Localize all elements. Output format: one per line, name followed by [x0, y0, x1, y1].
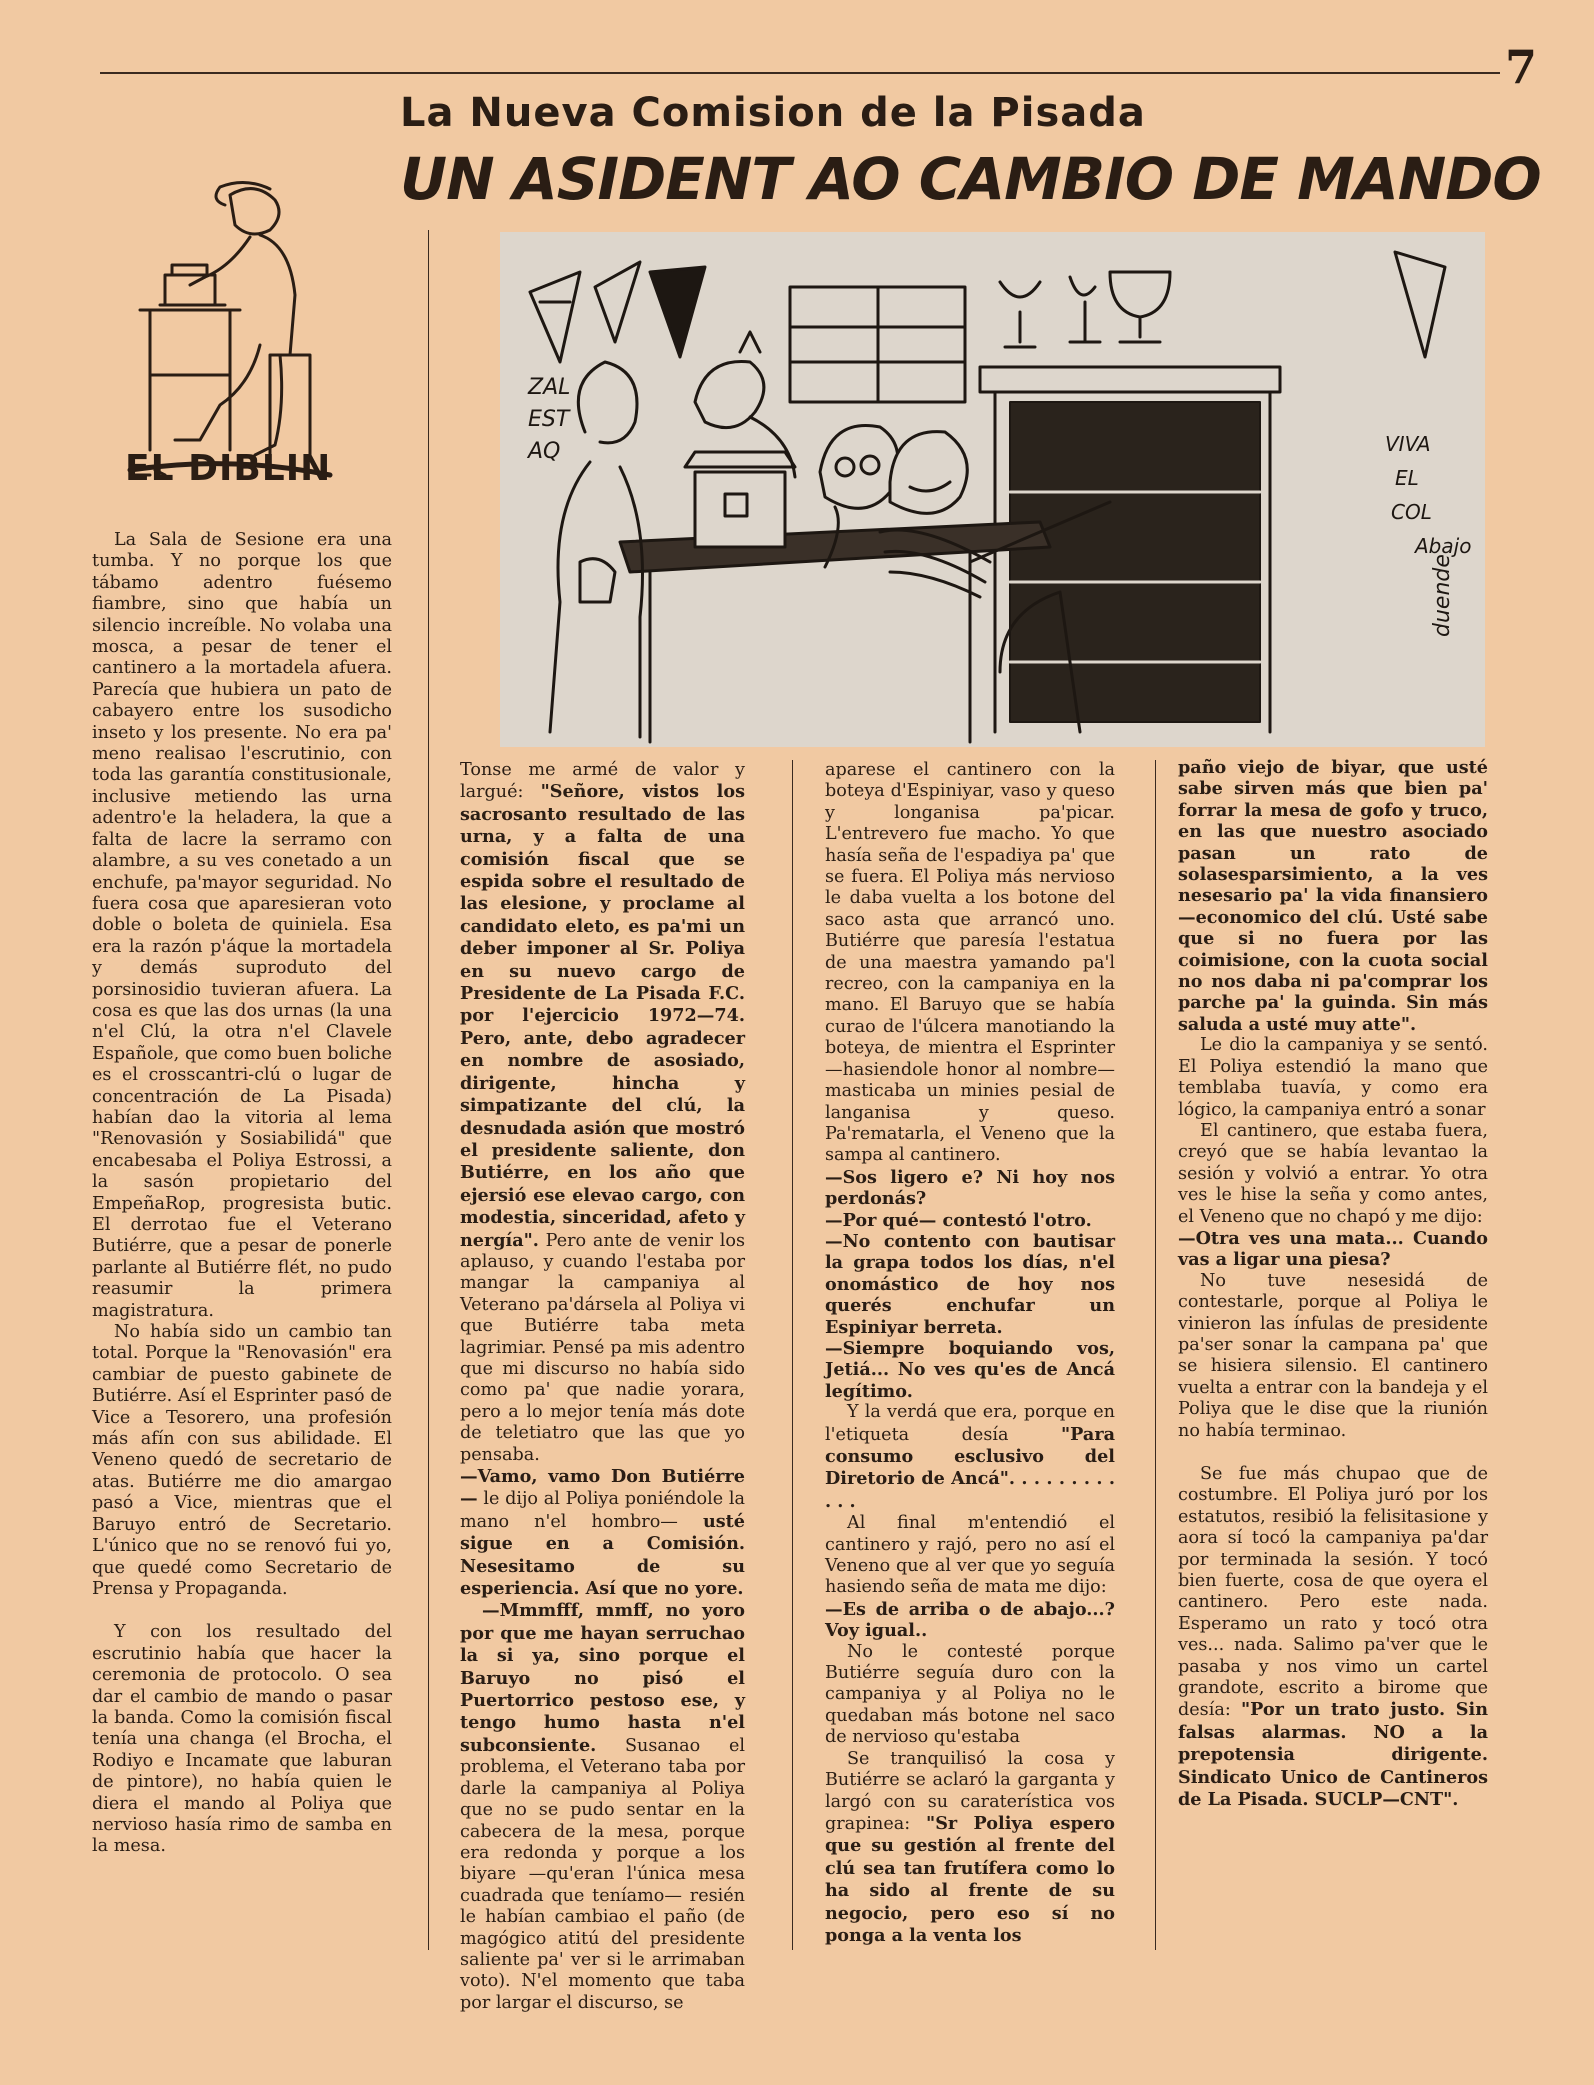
kicker-headline: La Nueva Comision de la Pisada — [400, 90, 1146, 136]
top-rule — [100, 72, 1500, 74]
paragraph: Y la verdá que era, porque en l'etiqueta desía "Para consumo esclusivo del Diretorio de Ancá". . . . . . . . . . . . — [825, 1402, 1115, 1512]
paragraph: No tuve nesesidá de contestarle, porque al Poliya le vinieron las ínfulas de presidente pa'ser sonar la campana pa' que se hisiera silensio. El cantinero vuelta a entrar con la bandeja y el Poliya que le dise que la riunión no había terminao. — [1178, 1270, 1488, 1441]
article-column-1 — [92, 530, 392, 1858]
dialogue-line: —Por qué— contestó l'otro. — [825, 1209, 1092, 1231]
cartoon-signature: duende — [1430, 554, 1455, 637]
column-rule-1 — [428, 230, 429, 1950]
dialogue-line: —Es de arriba o de abajo...? Voy igual.. — [825, 1598, 1115, 1642]
cartoon-sign-left: ZAL EST AQ — [528, 375, 571, 464]
dialogue-line: —Sos ligero e? Ni hoy nos perdonás? — [825, 1166, 1115, 1210]
column-rule-3 — [1155, 760, 1156, 1950]
paragraph: paño viejo de biyar, que usté sabe sirven más que bien pa' forrar la mesa de gofo y truco, en las que nuestro asociado pasan un rato de solasesparsimiento, a la ves nesesario pa' la vida finansiero—economico del clú. Usté sabe que si no fuera por las coimisione, con la cuota social no nos daba ni pa'comprar los parche pa' la guinda. Sin más saluda a usté muy atte". — [1178, 757, 1488, 1035]
cartoon-sign-right: VIVA EL COL Abajo — [1385, 432, 1472, 558]
article-column-3 — [825, 760, 1115, 1947]
paragraph: Tonse me armé de valor y largué: "Señore, vistos los sacrosanto resultado de las urna, y a falta de una comisión fiscal que se espida sobre el resultado de las elesione, y proclame al candidato eleto, es pa'mi un deber imponer al Sr. Poliya en su nuevo cargo de Presidente de La Pisada F.C. por l'ejercicio 1972—74. Pero, ante, debo agradecer en nombre de asosiado, dirigente, hincha y simpatizante del clú, la desnudada asión que mostró el presidente saliente, don Butiérre, en los año que ejersió ese elevao cargo, con modestia, sinceridad, afeto y nergía". Pero ante de venir los aplauso, y cuando l'estaba por mangar la campaniya al Veterano pa'dársela al Poliya vi que Butiérre taba meta lagrimiar. Pensé pa mis adentro que mi discurso no había sido como pa' que nadie yorara, pero a lo mejor tenía más dote de teletiatro que las que yo pensaba. — [460, 760, 745, 1465]
paragraph: Y con los resultado del escrutinio había que hacer la ceremonia de protocolo. O sea dar el cambio de mando o pasar la banda. Como la comisión fiscal tenía una changa (el Brocha, el Rodiyo e Incamate que laburan de pintore), no había quien le diera el mando al Poliya que nervioso hasía rimo de samba en la mesa. — [92, 1622, 392, 1857]
paragraph: —Vamo, vamo Don Butiérre— le dijo al Poliya poniéndole la mano n'el hombro— usté sigue en a Comisión. Nesesitamo de su esperiencia. Así que no yore. — [460, 1466, 745, 1600]
paragraph: La Sala de Sesione era una tumba. Y no porque los que tábamo adentro fuésemo fiambre, sino que había un silencio increíble. No volaba una mosca, a pesar de tener el cantinero a la mortadela afuera. Parecía que hubiera un pato de cabayero entre los susodicho inseto y los presente. No era pa' meno realisao l'escrutinio, con toda las garantía constitusionale, inclusive metiendo las urna adentro'e la heladera, la que a falta de lacre la serramo con alambre, a su ves conetado a un enchufe, pa'mayor seguridad. No fuera cosa que aparesieran voto doble o boleta de quiniela. Esa era la razón p'áque la mortadela y demás suproduto del porsinosidio tuvieran afuera. La cosa es que las dos urnas (la una n'el Clú, la otra n'el Clavele Españole, que como buen boliche es el crosscantri-clú o lugar de concentración de La Pisada) habían dao la vitoria al lema "Renovasión y Sosiabilidá" que encabesaba el Poliya Estrossi, a la sasón propietario del EmpeñaRop, progresista butic. El derrotao fue el Veterano Butiérre, que a pesar de ponerle parlante al Butiérre flét, no pudo reasumir la primera magistratura. — [92, 530, 392, 1321]
paragraph: Le dio la campaniya y se sentó. El Poliya estendió la mano que temblaba tuavía, y como era lógico, la campaniya entró a sonar — [1178, 1035, 1488, 1120]
paragraph: Al final m'entendió el cantinero y rajó, pero no así el Veneno que al ver que yo seguía hasiendo seña de mata me dijo: — [825, 1513, 1115, 1598]
page-number: 7 — [1505, 40, 1538, 94]
dialogue-line: —No contento con bautisar la grapa todos los días, n'el onomástico de hoy nos querés enchufar un Espiniyar berreta. — [825, 1230, 1115, 1338]
dialogue-line: —Otra ves una mata... Cuando vas a ligar una piesa? — [1178, 1227, 1488, 1271]
paragraph: El cantinero, que estaba fuera, creyó que se había levantao la sesión y volvió a entrar. Yo otra ves le hise la seña y como antes, el Veneno que no chapó y me dijo: — [1178, 1120, 1488, 1227]
main-headline: UN ASIDENT AO CAMBIO DE MANDO — [400, 145, 1541, 213]
paragraph: aparese el cantinero con la boteya d'Espiniyar, vaso y queso y longanisa pa'picar. L'entrevero fue macho. Yo que hasía seña de l'espadiya pa' que se fuera. El Poliya más nervioso le daba vuelta a los botone del saco asta que arrancó uno. Butiérre que paresía l'estatua de una maestra yamando pa'l recreo, con la campaniya en la mano. El Baruyo que se había curao de l'úlcera manotiando la boteya, de mientra el Esprinter —hasiendole honor al nombre— masticaba un minies pesial de langanisa y queso. Pa'rematarla, el Veneno que la sampa al cantinero. — [825, 760, 1115, 1166]
paragraph: No le contesté porque Butiérre seguía duro con la campaniya y al Poliya no le quedaban más botone nel saco de nervioso qu'estaba — [825, 1641, 1115, 1748]
paragraph: —Mmmfff, mmff, no yoro por que me hayan serruchao la si ya, sino porque el Baruyo no pisó el Puertorrico pestoso ese, y tengo humo hasta n'el subconsiente. Susanao el problema, el Veterano taba por darle la campaniya al Poliya que no se pudo sentar en la cabecera de la mesa, porque era redonda y porque a los biyare —qu'eran l'única mesa cuadrada que teníamo— resién le habían cambiao el paño (de magógico atitú del presidente saliente pa' ver si le arrimaban voto). N'el momento que taba por largar el discurso, se — [460, 1600, 745, 2013]
column-rule-2 — [792, 760, 793, 1950]
column-title: EL DIBLIN — [125, 448, 332, 489]
paragraph: No había sido un cambio tan total. Porque la "Renovasión" era cambiar de puesto gabinete de Butiérre. Así el Esprinter pasó de Vice a Tesorero, una profesión más afín con sus abilidade. El Veneno quedó de secretario de atas. Butiérre me dio amargao pasó a Vice, mientras que el Baruyo entró de Secretario. L'único que no se renovó fui yo, que quedé como Secretario de Prensa y Propaganda. — [92, 1322, 392, 1599]
article-column-2 — [460, 760, 745, 2014]
dialogue-line: —Siempre boquiando vos, Jetiá... No ves qu'es de Ancá legítimo. — [825, 1337, 1115, 1402]
paragraph: Se fue más chupao que de costumbre. El Poliya juró por los estatutos, resibió la felisitasione y aora sí tocó la campaniya pa'dar por terminada la sesión. Y tocó bien fuerte, cosa de que oyera el cantinero. Pero este nada. Esperamo un rato y tocó otra ves... nada. Salimo pa'ver que le pasaba y nos vimo un cartel grandote, escrito a birome que desía: "Por un trato justo. Sin falsas alarmas. NO a la prepotensia dirigente. Sindicato Unico de Cantineros de La Pisada. SUCLP—CNT". — [1178, 1464, 1488, 1811]
paragraph: Se tranquilisó la cosa y Butiérre se aclaró la garganta y largó con su caraterística vos grapinea: "Sr Poliya espero que su gestión al frente del clú sea tan frutífera como lo ha sido al frente de su negocio, pero eso sí no ponga a la venta los — [825, 1748, 1115, 1946]
cartoon-illustration — [500, 232, 1485, 747]
article-column-4 — [1178, 757, 1488, 1812]
